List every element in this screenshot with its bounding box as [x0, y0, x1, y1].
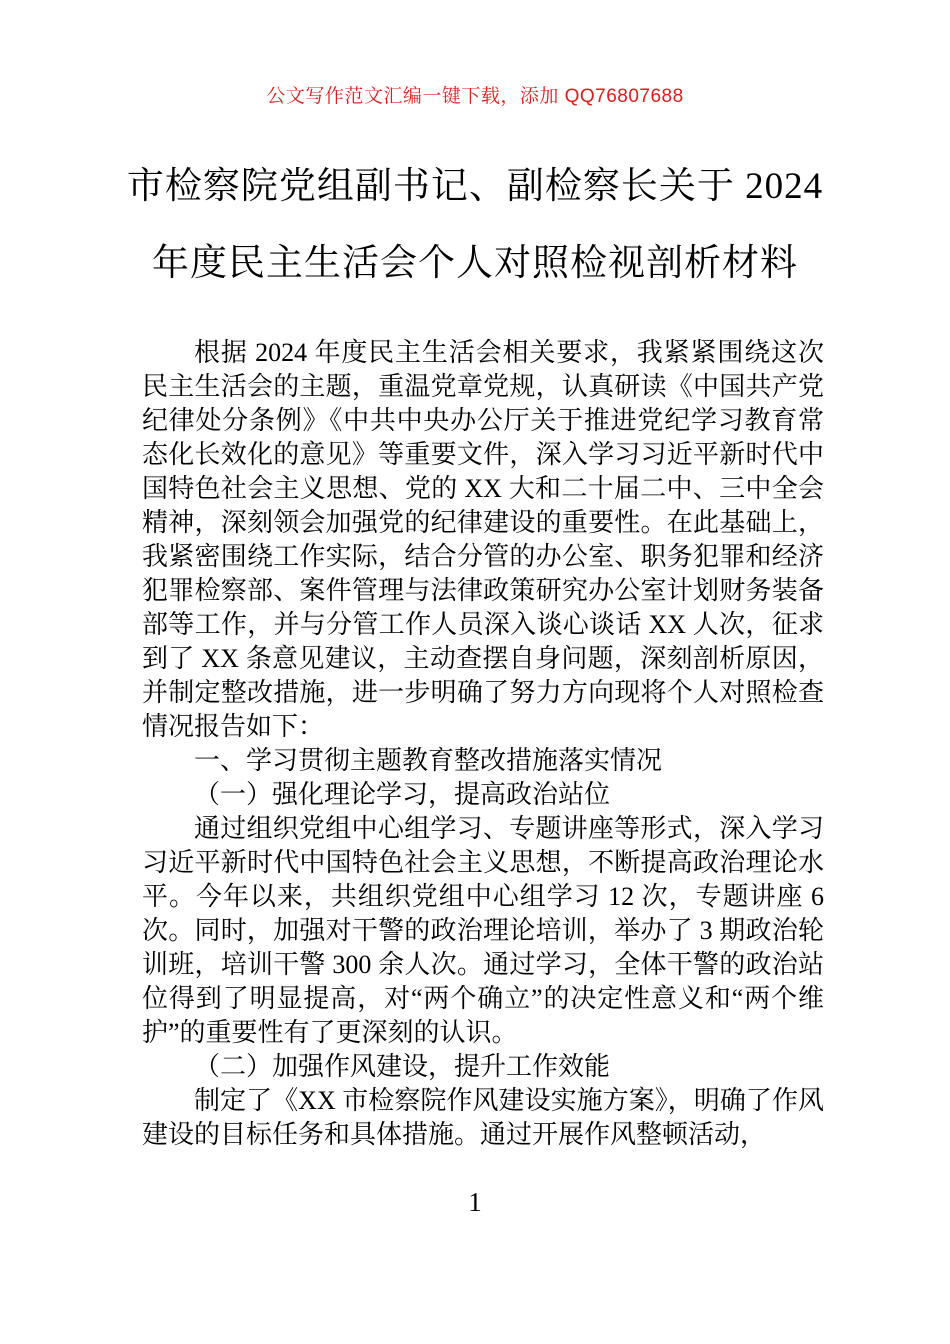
doc-title-line1: 市检察院党组副书记、副检察长关于 2024: [126, 166, 824, 207]
doc-title-line2: 年度民主生活会个人对照检视剖析材料: [152, 243, 798, 284]
doc-title: [75, 148, 875, 302]
page-number: 1: [468, 1187, 482, 1217]
heading-section-1: 一、学习贯彻主题教育整改措施落实情况: [194, 746, 663, 775]
paragraph-subsection-1-1: 通过组织党组中心组学习、专题讲座等形式，深入学习习近平新时代中国特色社会主义思想，不断提高政治理论水平。今年以来，共组织党组中心组学习 12 次，专题讲座 6 次。同时，加强对干警的政治理论培训，举办了 3 期政治轮训班，培训干警 300 余人次。通过学习，全体干警的政治站位得到了明显提高，对“两个确立”的决定性意义和“两个维护”的重要性有了更深刻的认识。: [142, 814, 824, 1047]
heading-subsection-1-1: （一）强化理论学习，提高政治站位: [194, 780, 611, 809]
paragraph-subsection-1-2: 制定了《XX 市检察院作风建设实施方案》，明确了作风建设的目标任务和具体措施。通过开展作风整顿活动，: [142, 1086, 824, 1149]
promo-banner-text: 公文写作范文汇编一键下载，添加 QQ76807688: [266, 86, 684, 107]
paragraph-intro: 根据 2024 年度民主生活会相关要求，我紧紧围绕这次民主生活会的主题，重温党章党规，认真研读《中国共产党纪律处分条例》《中共中央办公厅关于推进党纪学习教育常态化长效化的意见》等重要文件，深入学习习近平新时代中国特色社会主义思想、党的 XX 大和二十届二中、三中全会精神，深刻领会加强党的纪律建设的重要性。在此基础上，我紧密围绕工作实际，结合分管的办公室、职务犯罪和经济犯罪检察部、案件管理与法律政策研究办公室计划财务装备部等工作，并与分管工作人员深入谈心谈话 XX 人次，征求到了 XX 条意见建议，主动查摆自身问题，深刻剖析原因，并制定整改措施，进一步明确了努力方向现将个人对照检查情况报告如下：: [142, 338, 824, 741]
heading-subsection-1-2: （二）加强作风建设，提升工作效能: [194, 1052, 611, 1081]
doc-body: [142, 336, 824, 1152]
